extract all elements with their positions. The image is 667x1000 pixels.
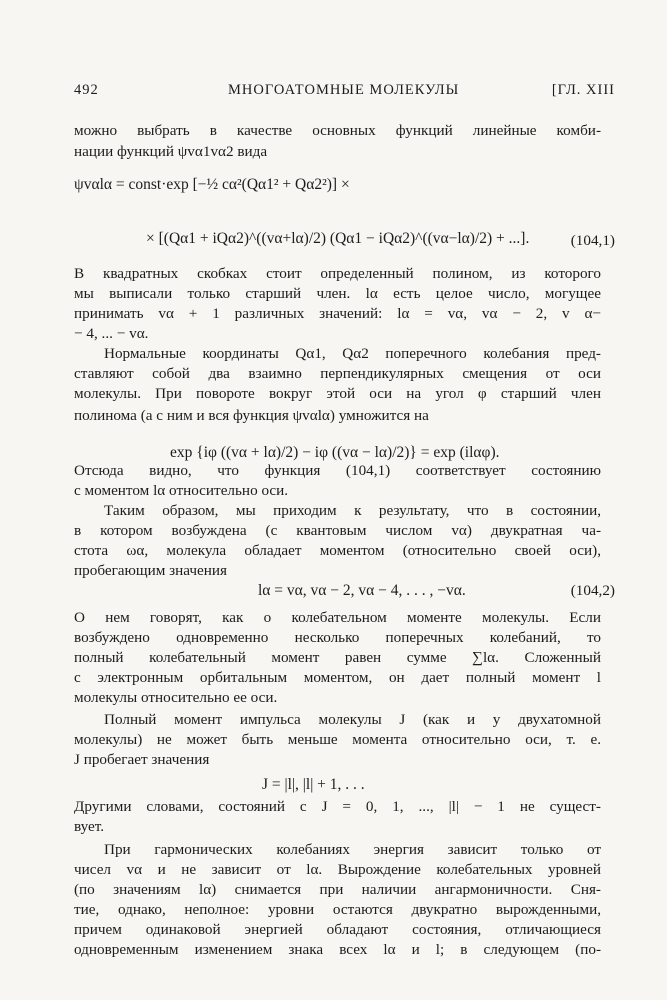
- text-line: нации функций ψvα1vα2 вида: [74, 143, 268, 160]
- text-line: J пробегает значения: [74, 751, 210, 768]
- equation-number: (104,2): [570, 582, 615, 599]
- text-line: В квадратных скобках стоит определенный полином, из которого: [74, 265, 601, 282]
- text-line: Отсюда видно, что функция (104,1) соответствует состоянию: [74, 462, 601, 479]
- text-line: Другими словами, состояний с J = 0, 1, ..., |l| − 1 не сущест-: [74, 798, 601, 815]
- text-line: вует.: [74, 818, 105, 835]
- text-line: Таким образом, мы приходим к результату, что в состоянии,: [104, 502, 601, 519]
- text-line: с моментом lα относительно оси.: [74, 482, 289, 499]
- text-line: молекулы относительно ее оси.: [74, 689, 278, 706]
- text-line: полинома (а с ним и вся функция ψvαlα) умножится на: [74, 407, 429, 424]
- text-line: чисел vα и не зависит от lα. Вырождение колебательных уровней: [74, 861, 601, 878]
- text-line: молекулы) не может быть меньше момента относительно оси, т. е.: [74, 731, 601, 748]
- equation-rotation: exp {iφ ((vα + lα)/2) − iφ ((vα − lα)/2)} = exp (ilαφ).: [170, 444, 500, 461]
- text-line: с электронным орбитальным моментом, он дает полный момент l: [74, 669, 601, 686]
- text-line: мы выписали только старший член. lα есть целое число, могущее: [74, 285, 601, 302]
- text-line: возбуждено одновременно несколько поперечных колебаний, то: [74, 629, 601, 646]
- equation-104-1-line-1: ψvαlα = const·exp [−½ cα²(Qα1² + Qα2²)] ×: [74, 176, 350, 193]
- text-line: стота ωα, молекула обладает моментом (относительно своей оси),: [74, 542, 601, 559]
- page-number: 492: [74, 82, 99, 98]
- equation-number: (104,1): [570, 232, 615, 249]
- text-line: пробегающим значения: [74, 562, 228, 579]
- text-line: Нормальные координаты Qα1, Qα2 поперечного колебания пред-: [104, 345, 601, 362]
- text-line: полный колебательный момент равен сумме ∑lα. Сложенный: [74, 649, 601, 666]
- equation-104-1-line-2: × [(Qα1 + iQα2)^((vα+lα)/2) (Qα1 − iQα2)^((vα−lα)/2) + ...].: [146, 230, 530, 247]
- text-line: При гармонических колебаниях энергия зависит только от: [104, 841, 601, 858]
- text-line: можно выбрать в качестве основных функций линейные комби-: [74, 122, 601, 139]
- text-line: принимать vα + 1 различных значений: lα = vα, vα − 2, v α−: [74, 305, 601, 322]
- equation-104-2: lα = vα, vα − 2, vα − 4, . . . , −vα.: [258, 582, 466, 599]
- text-line: О нем говорят, как о колебательном моменте молекулы. Если: [74, 609, 601, 626]
- chapter-label: [ГЛ. XIII: [551, 82, 615, 98]
- text-line: в котором возбуждена (с квантовым числом vα) двукратная ча-: [74, 522, 601, 539]
- text-line: ставляют собой два взаимно перпендикулярных смещения от оси: [74, 365, 601, 382]
- text-line: одновременным изменением знака всех lα и l; в следующем (по-: [74, 941, 601, 958]
- text-line: Полный момент импульса молекулы J (как и у двухатомной: [104, 711, 601, 728]
- text-line: тие, однако, неполное: уровни остаются двукратно вырожденными,: [74, 901, 601, 918]
- text-line: причем одинаковой энергией обладают состояния, отличающиеся: [74, 921, 601, 938]
- text-line: молекулы. При повороте вокруг этой оси на угол φ старший член: [74, 385, 601, 402]
- text-line: − 4, ... − vα.: [74, 325, 149, 342]
- running-title: МНОГОАТОМНЫЕ МОЛЕКУЛЫ: [228, 82, 460, 98]
- equation-j-values: J = |l|, |l| + 1, . . .: [262, 776, 365, 793]
- running-header: [74, 82, 615, 102]
- text-line: (по значениям lα) снимается при наличии ангармоничности. Сня-: [74, 881, 601, 898]
